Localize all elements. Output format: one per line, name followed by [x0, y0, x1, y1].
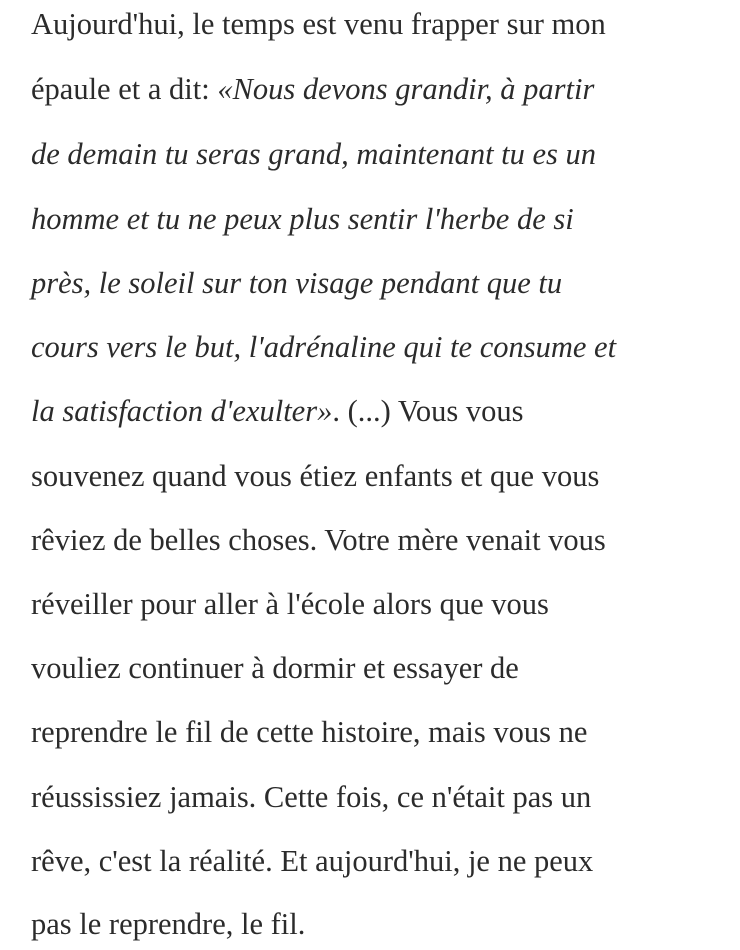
text-line [31, 263, 562, 303]
quote-text: la satisfaction d'exulter» [31, 394, 333, 428]
text-line: la satisfaction d'exulter». (...) Vous vous [31, 394, 524, 428]
text-line: reprendre le fil de cette histoire, mais vous ne [31, 715, 588, 749]
text-line: épaule et a dit: «Nous devons grandir, à partir [31, 72, 595, 106]
text-line: Aujourd'hui, le temps est venu frapper sur mon [31, 7, 606, 41]
text-line [31, 327, 616, 367]
text-line: souvenez quand vous étiez enfants et que vous [31, 459, 600, 493]
text-line: pas le reprendre, le fil. [31, 907, 306, 941]
text-line [31, 134, 596, 174]
text-line: réveiller pour aller à l'école alors que vous [31, 587, 549, 621]
quote-text: homme et tu ne peux plus sentir l'herbe de si [31, 202, 574, 236]
text-line [31, 199, 574, 239]
quote-text: cours vers le but, l'adrénaline qui te consume et [31, 330, 617, 364]
text-line: réussissiez jamais. Cette fois, ce n'était pas un [31, 780, 592, 814]
text-line: vouliez continuer à dormir et essayer de [31, 651, 519, 685]
text-line: rêviez de belles choses. Votre mère venait vous [31, 523, 606, 557]
quote-text: «Nous devons grandir, à partir [217, 72, 595, 106]
quote-text: de demain tu seras grand, maintenant tu es un [31, 137, 597, 171]
quote-text: près, le soleil sur ton visage pendant que tu [31, 266, 563, 300]
text-line: rêve, c'est la réalité. Et aujourd'hui, je ne peux [31, 844, 594, 878]
